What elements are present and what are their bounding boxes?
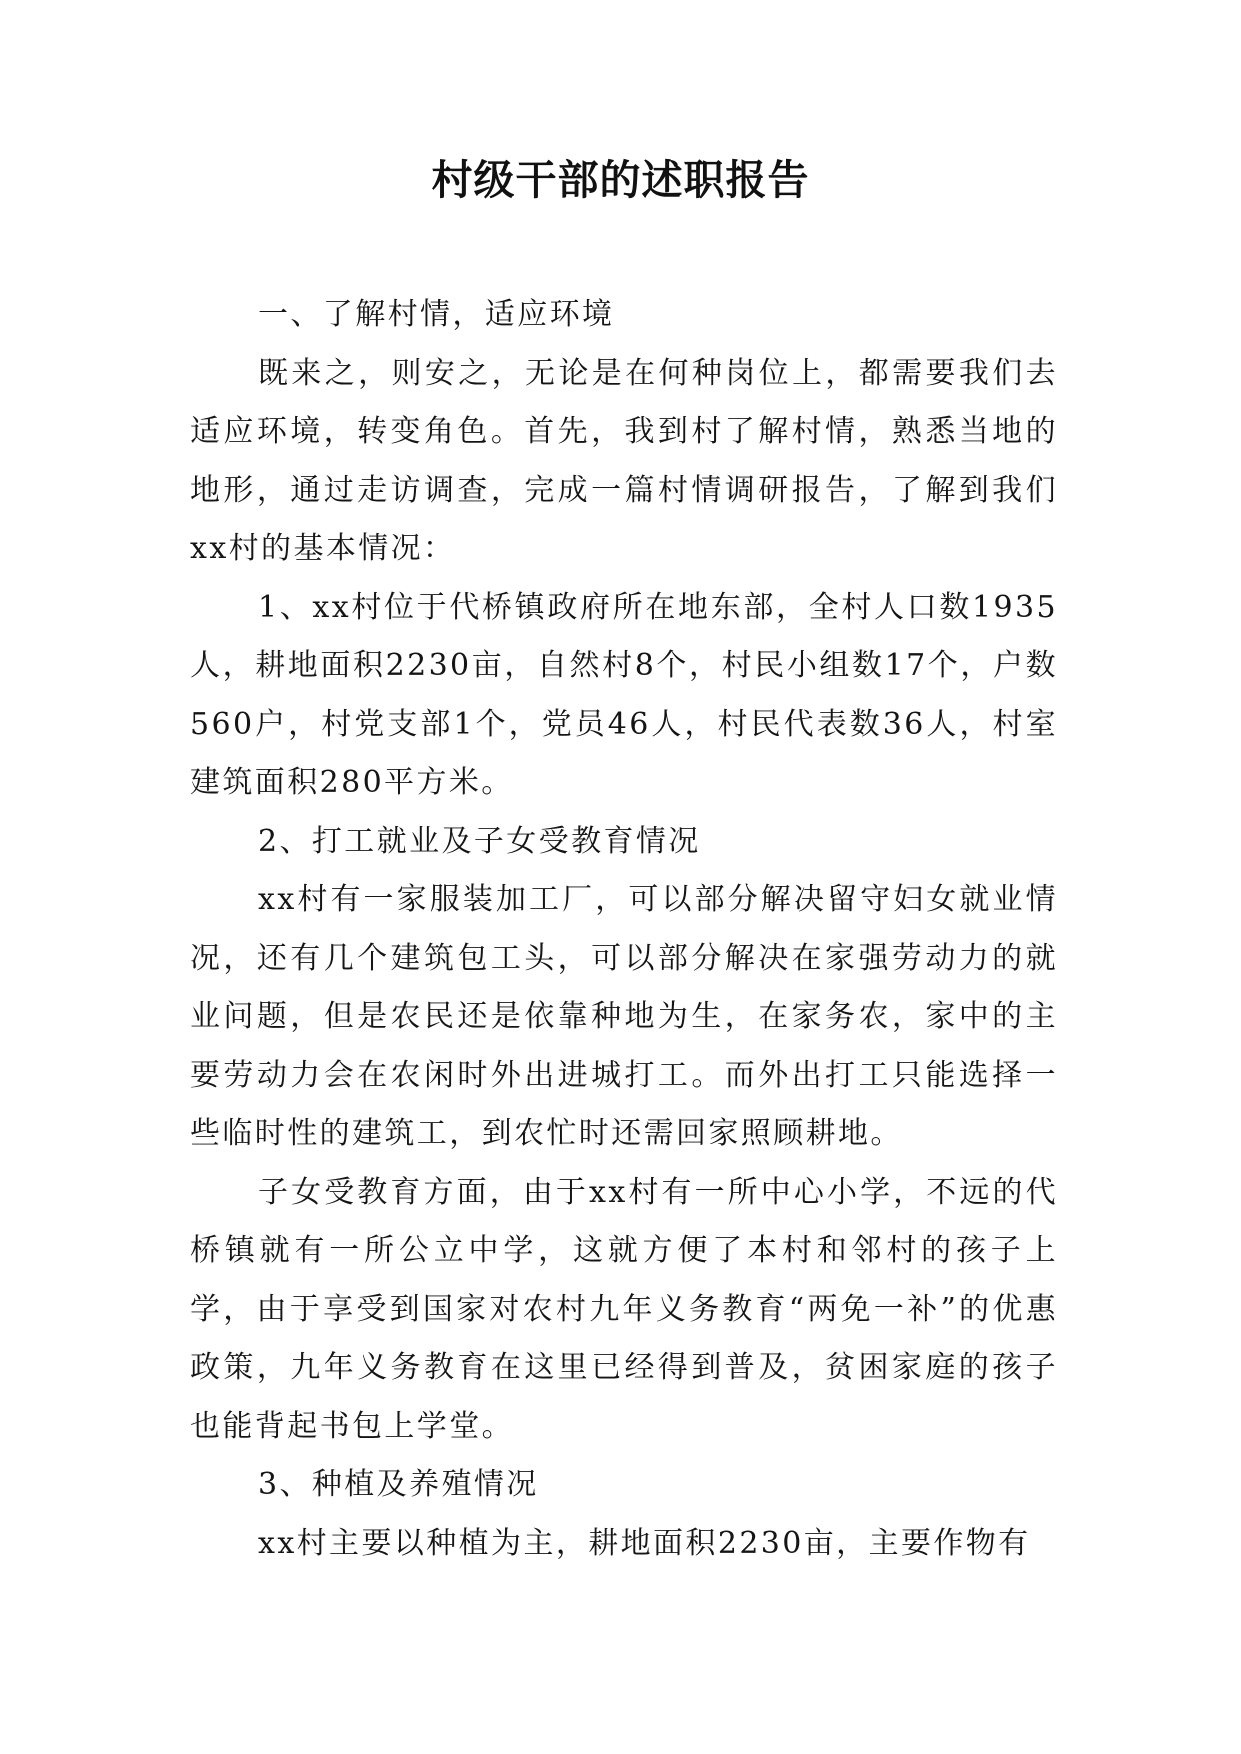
body-paragraph: xx村有一家服装加工厂，可以部分解决留守妇女就业情况，还有几个建筑包工头，可以部分解决在家强劳动力的就业问题，但是农民还是依靠种地为生，在家务农，家中的主要劳动力会在农闲时外出进城打工。而外出打工只能选择一些临时性的建筑工，到农忙时还需回家照顾耕地。 — [190, 882, 1058, 1151]
subsection-heading-2: 2、打工就业及子女受教育情况 — [258, 823, 701, 859]
document-body — [190, 286, 1058, 1573]
subsection-heading-3: 3、种植及养殖情况 — [258, 1467, 539, 1502]
body-paragraph: xx村主要以种植为主，耕地面积2230亩，主要作物有 — [258, 1525, 1031, 1561]
document-title: 村级干部的述职报告 — [431, 156, 810, 204]
body-paragraph: 子女受教育方面，由于xx村有一所中心小学，不远的代桥镇就有一所公立中学，这就方便了本村和邻村的孩子上学，由于享受到国家对农村九年义务教育“两免一补”的优惠政策，九年义务教育在这里已经得到普及，贫困家庭的孩子也能背起书包上学堂。 — [190, 1174, 1058, 1444]
section-heading-1: 一、了解村情，适应环境 — [258, 297, 615, 332]
body-paragraph: 1、xx村位于代桥镇政府所在地东部，全村人口数1935人，耕地面积2230亩，自然村8个，村民小组数17个，户数560户，村党支部1个，党员46人，村民代表数36人，村室建筑面积280平方米。 — [190, 589, 1058, 800]
body-paragraph: 既来之，则安之，无论是在何种岗位上，都需要我们去适应环境，转变角色。首先，我到村了解村情，熟悉当地的地形，通过走访调查，完成一篇村情调研报告，了解到我们xx村的基本情况： — [190, 355, 1058, 566]
